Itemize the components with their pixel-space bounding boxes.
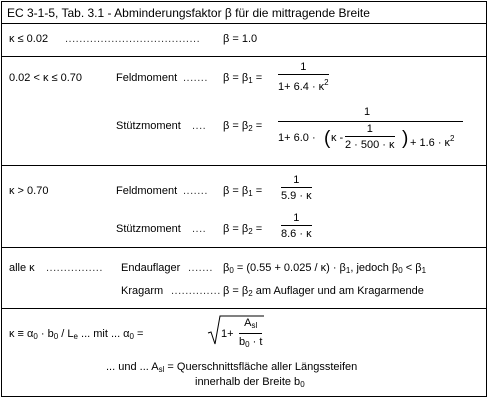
row1-formula: β = 1.0 xyxy=(223,33,258,45)
row3-dots-feldmoment: ....... xyxy=(183,185,208,197)
row1-condition: κ ≤ 0.02 xyxy=(9,33,49,45)
row3-lhs-stuetzmoment: $\beta = \beta_2$ = xyxy=(223,223,263,236)
row4-formula-endauflager: $\beta_0 = (0.55 + 0.025 / \kappa) \cdot \beta_1$, jedoch $\beta_0 < \beta_1$ xyxy=(223,262,427,275)
row5-kappa-definition: $\kappa \equiv \alpha_0 \cdot b_0 / L_e$ ... mit ... $\alpha_0$ = xyxy=(9,328,144,341)
row4-condition: alle κ xyxy=(9,262,35,274)
row4-formula-kragarm: $\beta = \beta_2$ am Auflager und am Kragarmende xyxy=(223,285,424,298)
row2-lhs-stuetzmoment: $\beta = \beta_2$ = xyxy=(223,120,263,133)
row3-dots-stuetzmoment: .... xyxy=(192,223,207,235)
row2-stuetz-inner-fraction: $\frac{1}{2 \cdot 500 \cdot \kappa}$ xyxy=(345,123,395,151)
left-paren: ( xyxy=(324,128,331,149)
table-title: EC 3-1-5, Tab. 3.1 - Abminderungsfaktor β für die mittragende Breite xyxy=(7,6,370,20)
row4-dots-endauflager: ....... xyxy=(188,262,213,274)
row4-label-kragarm: Kragarm xyxy=(121,285,164,297)
row5-asl-definition: ... und ... $A_{sl}$ = Querschnittsfläche aller Längssteifen xyxy=(106,361,358,374)
fraction-numerator: 1 xyxy=(300,61,307,73)
fraction-denominator: $1+ 6.4 \cdot \kappa^2$ xyxy=(278,74,329,94)
row3-label-feldmoment: Feldmoment xyxy=(116,185,178,197)
row2-condition: 0.02 < κ ≤ 0.70 xyxy=(9,72,83,84)
row2-dots-feldmoment: ....... xyxy=(183,72,208,84)
row2-label-feldmoment: Feldmoment xyxy=(116,72,178,84)
row2-label-stuetzmoment: Stützmoment xyxy=(116,120,181,132)
row2-stuetz-den-c: + $1.6 \cdot \kappa^2$ xyxy=(410,134,455,149)
row2-stuetz-numerator: 1 xyxy=(364,106,371,118)
table-frame xyxy=(1,1,487,397)
row4-label-endauflager: Endauflager xyxy=(121,262,181,274)
row2-dots-stuetzmoment: .... xyxy=(192,120,207,132)
row2-stuetz-den-b: κ - xyxy=(331,132,344,144)
row2-stuetz-den-a: 1+ 6.0 · xyxy=(278,132,316,144)
row3-condition: κ > 0.70 xyxy=(9,185,49,197)
row4-dots-condition: ................ xyxy=(46,262,103,274)
row3-fraction-stuetzmoment: $\frac{1}{8.6 \cdot \kappa}$ xyxy=(281,212,312,240)
row2-lhs-feldmoment: $\beta = \beta_1$ = xyxy=(223,72,263,85)
row5-asl-definition-cont: innerhalb der Breite $b_0$ xyxy=(195,376,305,389)
row3-label-stuetzmoment: Stützmoment xyxy=(116,223,181,235)
row5-sqrt-one: 1+ xyxy=(221,328,234,340)
row3-fraction-feldmoment: $\frac{1}{5.9 \cdot \kappa}$ xyxy=(281,174,312,202)
row3-lhs-feldmoment: $\beta = \beta_1$ = xyxy=(223,185,263,198)
right-paren: ) xyxy=(402,128,409,149)
row4-dots-kragarm: .............. xyxy=(171,285,221,297)
row5-asl-fraction: $A_{sl}$ $b_0 \cdot t$ xyxy=(239,316,262,352)
row1-dots: ...................................... xyxy=(65,33,201,45)
